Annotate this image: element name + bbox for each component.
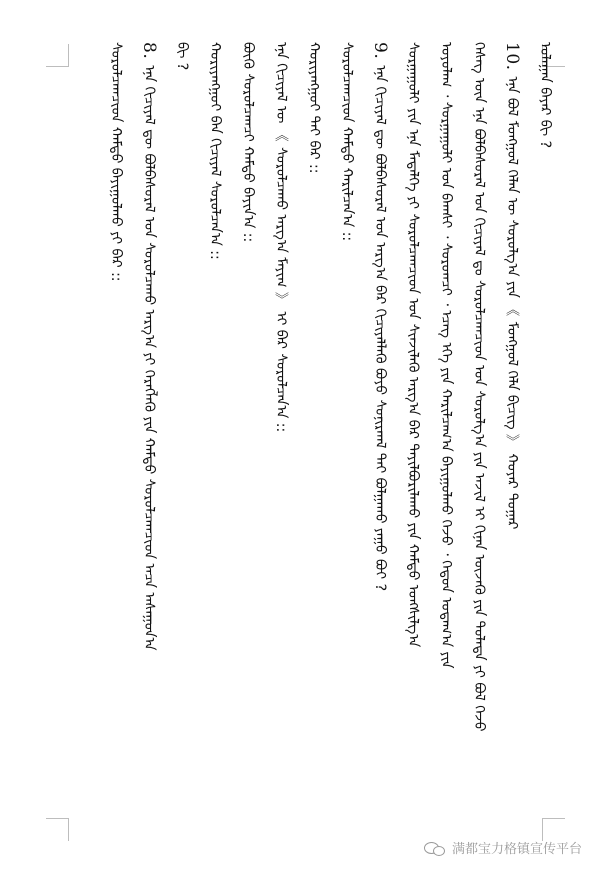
text-line [369,42,391,832]
text-line [270,42,292,832]
line-text: ᠡᠨᠡ ᠪᠤᠯ ᠮᠣᠩᠭᠣᠯ ᠬᠡᠯᠡᠨ ᠦ ᠰᠤᠷᠤᠯᠭ᠎ᠠ ᠶᠢᠨ 《 ᠮᠣᠩᠭᠣᠯ ᠬᠡᠯᠡ ᠪᠢᠴᠢᠭ 》 ᠬᠣᠶᠠᠷ ᠳᠤᠭᠠᠷ [504,76,520,530]
text-line [204,42,226,832]
watermark [424,838,582,857]
line-text: ᠡᠨᠡ ᠬᠢᠴᠢᠶᠡᠯ ᠦ 《 ᠰᠤᠷᠤᠯᠴᠠᠬᠤ ᠠᠷᠭ᠎ᠠ ᠮᠠᠶᠢᠭ 》 ᠢ ᠪᠠᠷ ᠰᠤᠷᠤᠯᠴᠠᠨ᠎ᠠ :: [273,42,289,433]
text-line [435,42,457,832]
text-line [501,42,523,832]
item-number: 9. [370,42,390,60]
line-text: ᠤᠯᠠᠭᠠᠨ ᠪᠠᠶᠠᠷ ᠪᠢ ? [537,42,553,149]
line-text: ᠪᠦᠬᠦ ᠰᠤᠷᠤᠯᠴᠠᠭᠴᠢ ᠬᠠᠮᠲᠤ ᠪᠠᠶᠢᠨ᠎ᠠ :: [240,42,256,243]
text-line [534,42,556,832]
text-line [105,42,127,832]
text-line [303,42,325,832]
line-text: ᠬᠤᠷᠢᠶᠠᠩᠭᠤᠢ ᠪᠡᠨ ᠬᠢᠴᠢᠶᠡᠯ ᠰᠤᠷᠤᠯᠴᠠᠨ᠎ᠠ :: [207,42,223,260]
text-line [237,42,259,832]
line-text: ᠪᠢ ? [174,42,190,71]
text-line [171,42,193,832]
item-number: 10. [502,42,522,71]
text-line [468,42,490,832]
line-text: ᠰᠤᠷᠤᠯᠴᠠᠭᠴᠢᠳ ᠬᠠᠮᠲᠤ ᠬᠠᠷᠢᠯᠴᠠᠨ᠎ᠠ :: [339,42,355,242]
line-text: ᠬᠡᠰᠡᠭ ᠦᠨ ᠡᠨᠡ ᠪᠣᠯᠪᠠᠰᠤᠷᠠᠯ ᠤᠨ ᠬᠢᠴᠢᠶᠡᠯ ᠳᠤ ᠰᠤᠷᠤᠯᠴᠠᠭᠴᠢᠳ ᠤᠨ ᠰᠤᠷᠤᠯᠭ᠎ᠠ ᠶᠢᠨ ᠠᠵᠢᠯ ᠢ ᠬᠢᠨᠠᠨ ᠦᠵᠡᠬᠦ ᠶᠢᠨ ᠲᠤᠯᠠᠳᠠ ᠶᠢ ᠪᠤᠯ ᠭᠡᠵᠦ [471,42,487,732]
line-text: ᠰᠤᠷᠤᠯᠴᠠᠭᠴᠢᠳ ᠬᠠᠮᠲᠤ ᠪᠠᠶᠢᠭᠤᠯᠬᠤ ᠶᠢ ᠪᠠᠷ :: [108,42,124,282]
wechat-icon [424,840,446,856]
watermark-text: 满都宝力格镇宣传平台 [451,842,582,857]
text-line [336,42,358,832]
text-line [138,42,160,832]
line-text: ᠡᠨᠡ ᠬᠢᠴᠢᠶᠡᠯ ᠳᠦ ᠪᠣᠯᠪᠠᠰᠤᠷᠠᠯ ᠤᠨ ᠰᠤᠷᠤᠯᠴᠠᠬᠤ ᠠᠷᠭ᠎ᠠ ᠶᠢ ᠬᠡᠷᠡᠭᠯᠡᠬᠦ ᠶᠢᠨ ᠬᠠᠮᠲᠤ ᠰᠤᠷᠤᠯᠴᠠᠭᠴᠢᠳ ᠠᠴᠠ ᠠᠰᠠᠭᠤᠨ᠎ᠠ [141,65,157,651]
line-text: ᠰᠤᠷᠭᠠᠭᠤᠯᠢ ᠶᠢᠨ ᠡᠨᠡ ᠮᠡᠳᠡᠯᠭᠡ ᠶᠢ ᠰᠤᠷᠤᠯᠴᠠᠭᠴᠢᠳ ᠤᠨ ᠰᠢᠨᠵᠢᠯᠡᠬᠦ ᠠᠷᠭ᠎ᠠ ᠪᠠᠷ ᠲᠠᠶᠢᠯᠪᠤᠷᠢᠯᠠᠬᠤ ᠶᠢᠨ ᠬᠠᠮᠲᠤ ᠤᠩᠰᠢᠯᠭ᠎ᠠ [405,42,421,648]
line-text: ᠡᠨᠡ ᠬᠢᠴᠢᠶᠡᠯ ᠳᠦ ᠪᠣᠯᠪᠠᠰᠤᠷᠠᠯ ᠤᠨ ᠠᠷᠭ᠎ᠠ ᠪᠠᠷ ᠬᠢᠴᠢᠶᠡᠯᠯᠡᠬᠦ ᠪᠤᠶᠤ ᠰᠣᠨᠢᠷᠬᠠᠯ ᠲᠠᠢ ᠪᠤᠯᠭᠠᠬᠤ ᠶᠠᠭᠤ ᠪᠤᠢ ? [372,65,388,592]
text-line [402,42,424,832]
line-text: ᠬᠤᠷᠢᠶᠠᠩᠭᠤᠢ ᠲᠠᠢ ᠪᠠᠷ :: [306,42,322,174]
line-text: ᠤᠶᠤᠯᠠᠭ ᠂ ᠰᠤᠷᠭᠠᠭᠤᠯᠢ ᠤᠨ ᠪᠠᠭᠰᠢ ᠂ ᠰᠤᠷᠤᠭᠴᠢ ᠂ ᠡᠴᠡᠭ᠌ ᠡᠬᠡ ᠶᠢᠨ ᠬᠠᠷᠢᠯᠴᠠᠭ᠎ᠠ ᠪᠠᠶᠢᠭᠤᠯᠬᠤ ᠭᠡᠵᠦ ᠂ ᠬᠡᠳᠦᠨ ᠤᠳᠠᠭ᠎ᠠ ᠶᠢᠨ [438,42,454,669]
item-number: 8. [139,42,159,60]
